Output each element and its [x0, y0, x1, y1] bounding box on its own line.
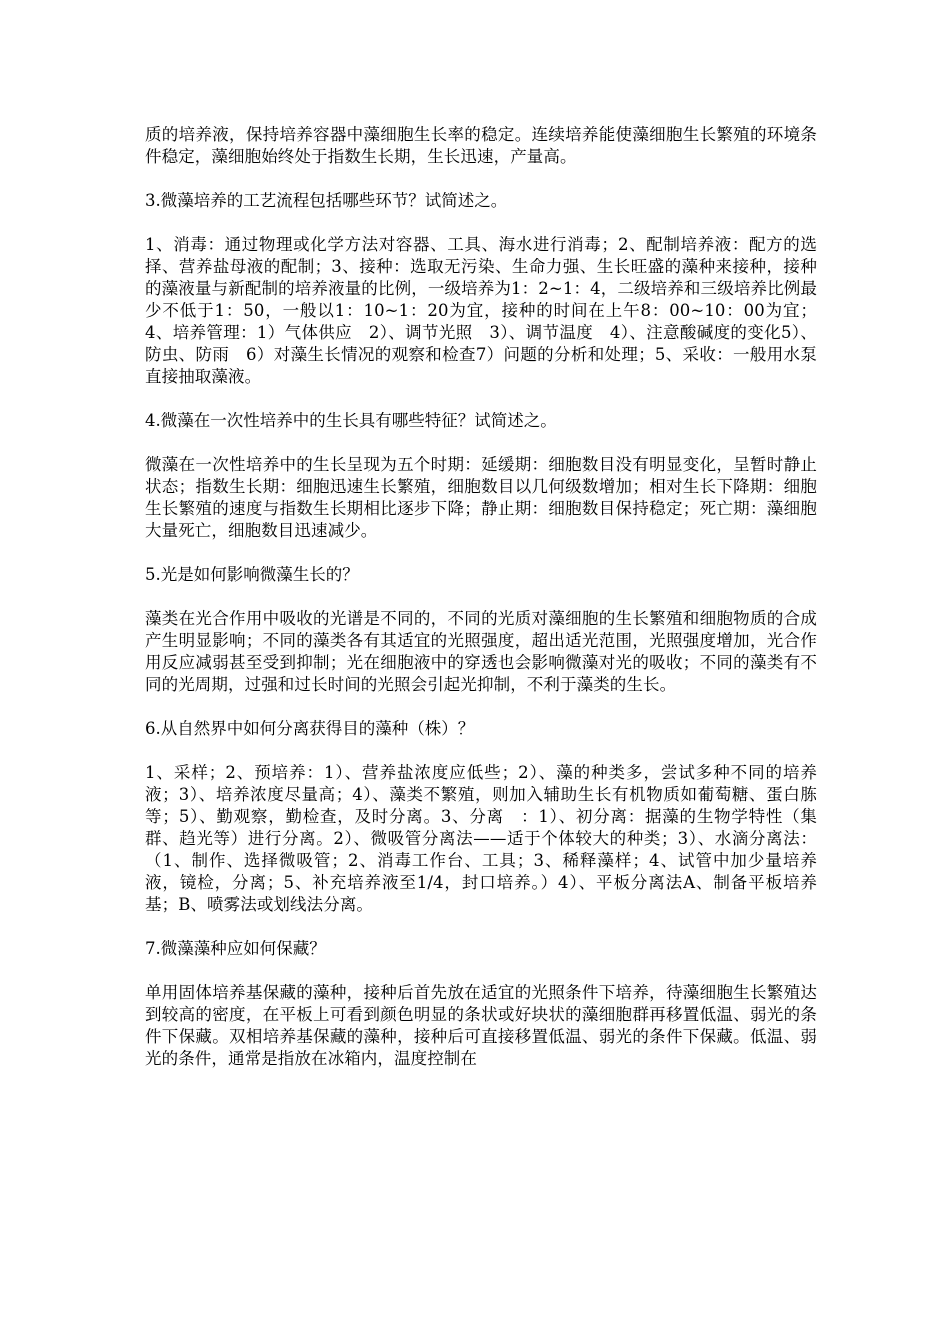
question-heading: 7.微藻藻种应如何保藏？	[145, 939, 326, 958]
answer-paragraph: 单用固体培养基保藏的藻种，接种后首先放在适宜的光照条件下培养，待藻细胞生长繁殖达到较高的密度，在平板上可看到颜色明显的条状或好块状的藻细胞群再移置低温、弱光的条件下保藏。双相培养基保藏的藻种，接种后可直接移置低温、弱光的条件下保藏。低温、弱光的条件，通常是指放在冰箱内，温度控制在	[145, 983, 817, 1068]
answer-paragraph: 微藻在一次性培养中的生长呈现为五个时期：延缓期：细胞数目没有明显变化，呈暂时静止状态；指数生长期：细胞迅速生长繁殖，细胞数目以几何级数增加；相对生长下降期：细胞生长繁殖的速度与指数生长期相比逐步下降；静止期：细胞数目保持稳定；死亡期：藻细胞大量死亡，细胞数目迅速减少。	[145, 455, 817, 540]
continuation-paragraph: 质的培养液，保持培养容器中藻细胞生长率的稳定。连续培养能使藻细胞生长繁殖的环境条件稳定，藻细胞始终处于指数生长期，生长迅速，产量高。	[145, 125, 817, 166]
section-q6	[145, 718, 817, 916]
section-q7	[145, 938, 817, 1070]
answer-paragraph: 藻类在光合作用中吸收的光谱是不同的，不同的光质对藻细胞的生长繁殖和细胞物质的合成产生明显影响；不同的藻类各有其适宜的光照强度，超出适光范围，光照强度增加，光合作用反应减弱甚至受到抑制；光在细胞液中的穿透也会影响微藻对光的吸收；不同的藻类有不同的光周期，过强和过长时间的光照会引起光抑制，不利于藻类的生长。	[145, 609, 817, 694]
question-heading: 6.从自然界中如何分离获得目的藻种（株）？	[145, 719, 475, 738]
section-q5	[145, 564, 817, 696]
section-q3	[145, 190, 817, 388]
question-heading: 5.光是如何影响微藻生长的？	[145, 565, 359, 584]
answer-paragraph: 1、消毒：通过物理或化学方法对容器、工具、海水进行消毒；2、配制培养液：配方的选择、营养盐母液的配制；3、接种：选取无污染、生命力强、生长旺盛的藻种来接种，接种的藻液量与新配制的培养液量的比例，一级培养为1：2~1：4，二级培养和三级培养比例最少不低于1：50，一般以1：10~1：20为宜，接种的时间在上午8：00~10：00为宜；4、培养管理：1）气体供应 2）、调节光照 3）、调节温度 4）、注意酸碱度的变化5）、防虫、防雨 6）对藻生长情况的观察和检查7）问题的分析和处理；5、采收：一般用水泵直接抽取藻液。	[145, 235, 817, 386]
document-body	[145, 124, 817, 1092]
section-q4	[145, 410, 817, 542]
answer-paragraph: 1、采样；2、预培养：1）、营养盐浓度应低些；2）、藻的种类多，尝试多种不同的培养液；3）、培养浓度尽量高；4）、藻类不繁殖，则加入辅助生长有机物质如葡萄糖、蛋白胨等；5）、勤观察，勤检查，及时分离。3、分离 ：1）、初分离：据藻的生物学特性（集群、趋光等）进行分离。2）、微吸管分离法——适于个体较大的种类；3）、水滴分离法：（1、制作、选择微吸管；2、消毒工作台、工具；3、稀释藻样；4、试管中加少量培养液，镜检，分离；5、补充培养液至1/4，封口培养。）4）、平板分离法A、制备平板培养基；B、喷雾法或划线法分离。	[145, 763, 817, 914]
question-heading: 3.微藻培养的工艺流程包括哪些环节？试简述之。	[145, 191, 508, 210]
question-heading: 4.微藻在一次性培养中的生长具有哪些特征？试简述之。	[145, 411, 557, 430]
